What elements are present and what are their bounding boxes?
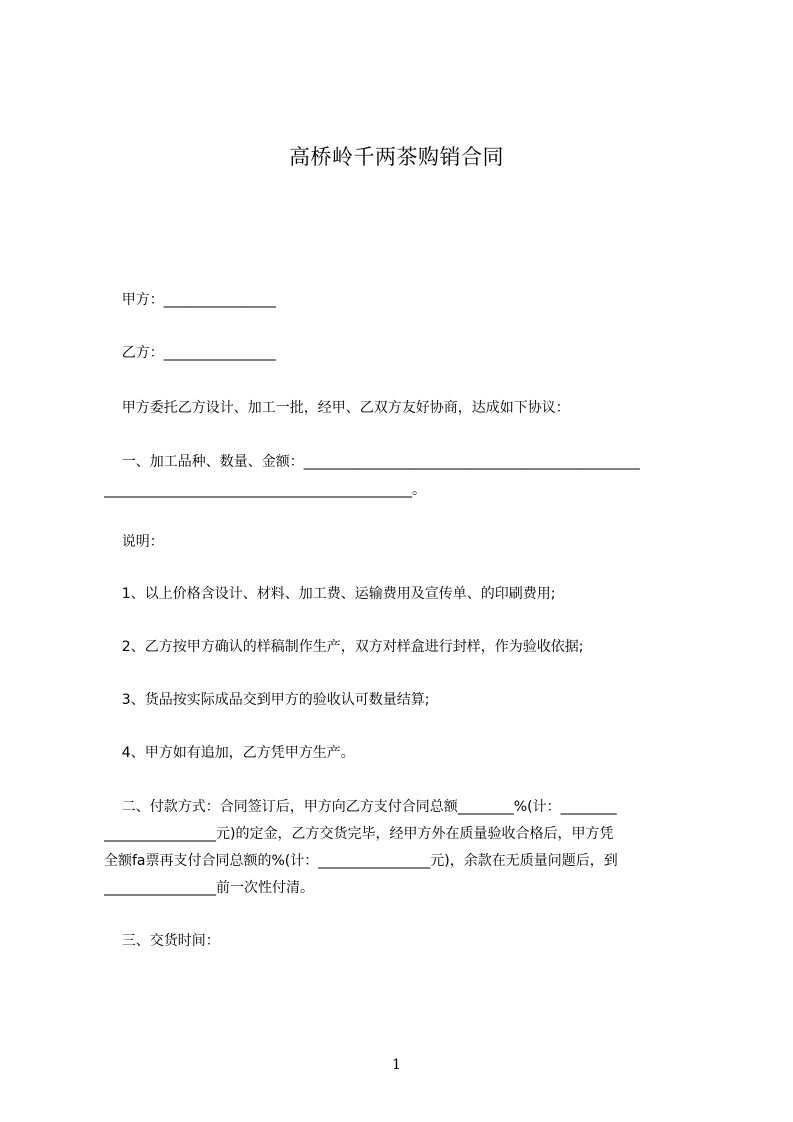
- section2-line-2: ________________元)的定金，乙方交货完毕，经甲方外在质量验收合格后，甲方凭: [104, 826, 614, 842]
- party-b-line: 乙方：________________: [104, 345, 276, 361]
- section1-line: 一、加工品种、数量、金额：________________________________________________: [104, 454, 640, 470]
- contract-title: 高桥岭千两茶购销合同: [289, 145, 504, 169]
- section1-line-continued: ____________________________________________。: [104, 482, 426, 498]
- intro-paragraph: 甲方委托乙方设计、加工一批，经甲、乙双方友好协商，达成如下协议：: [104, 400, 570, 416]
- notes-heading: 说明：: [104, 534, 164, 550]
- page-number: 1: [392, 1057, 401, 1073]
- section2-line-1: 二、付款方式：合同签订后，甲方向乙方支付合同总额________%(计：________: [104, 799, 617, 815]
- party-a-line: 甲方：________________: [104, 292, 276, 308]
- note-item-1: 1、以上价格含设计、材料、加工费、运输费用及宣传单、的印刷费用;: [104, 586, 556, 602]
- note-item-4: 4、甲方如有追加，乙方凭甲方生产。: [104, 745, 355, 761]
- section2-line-4: ________________前一次性付清。: [104, 880, 314, 896]
- note-item-3: 3、货品按实际成品交到甲方的验收认可数量结算;: [104, 692, 430, 708]
- note-item-2: 2、乙方按甲方确认的样稿制作生产，双方对样盒进行封样，作为验收依据;: [104, 639, 584, 655]
- section2-line-3: 全额fa票再支付合同总额的%(计：________________元)，余款在无质量问题后，到: [104, 853, 618, 869]
- section3-heading: 三、交货时间：: [104, 933, 220, 949]
